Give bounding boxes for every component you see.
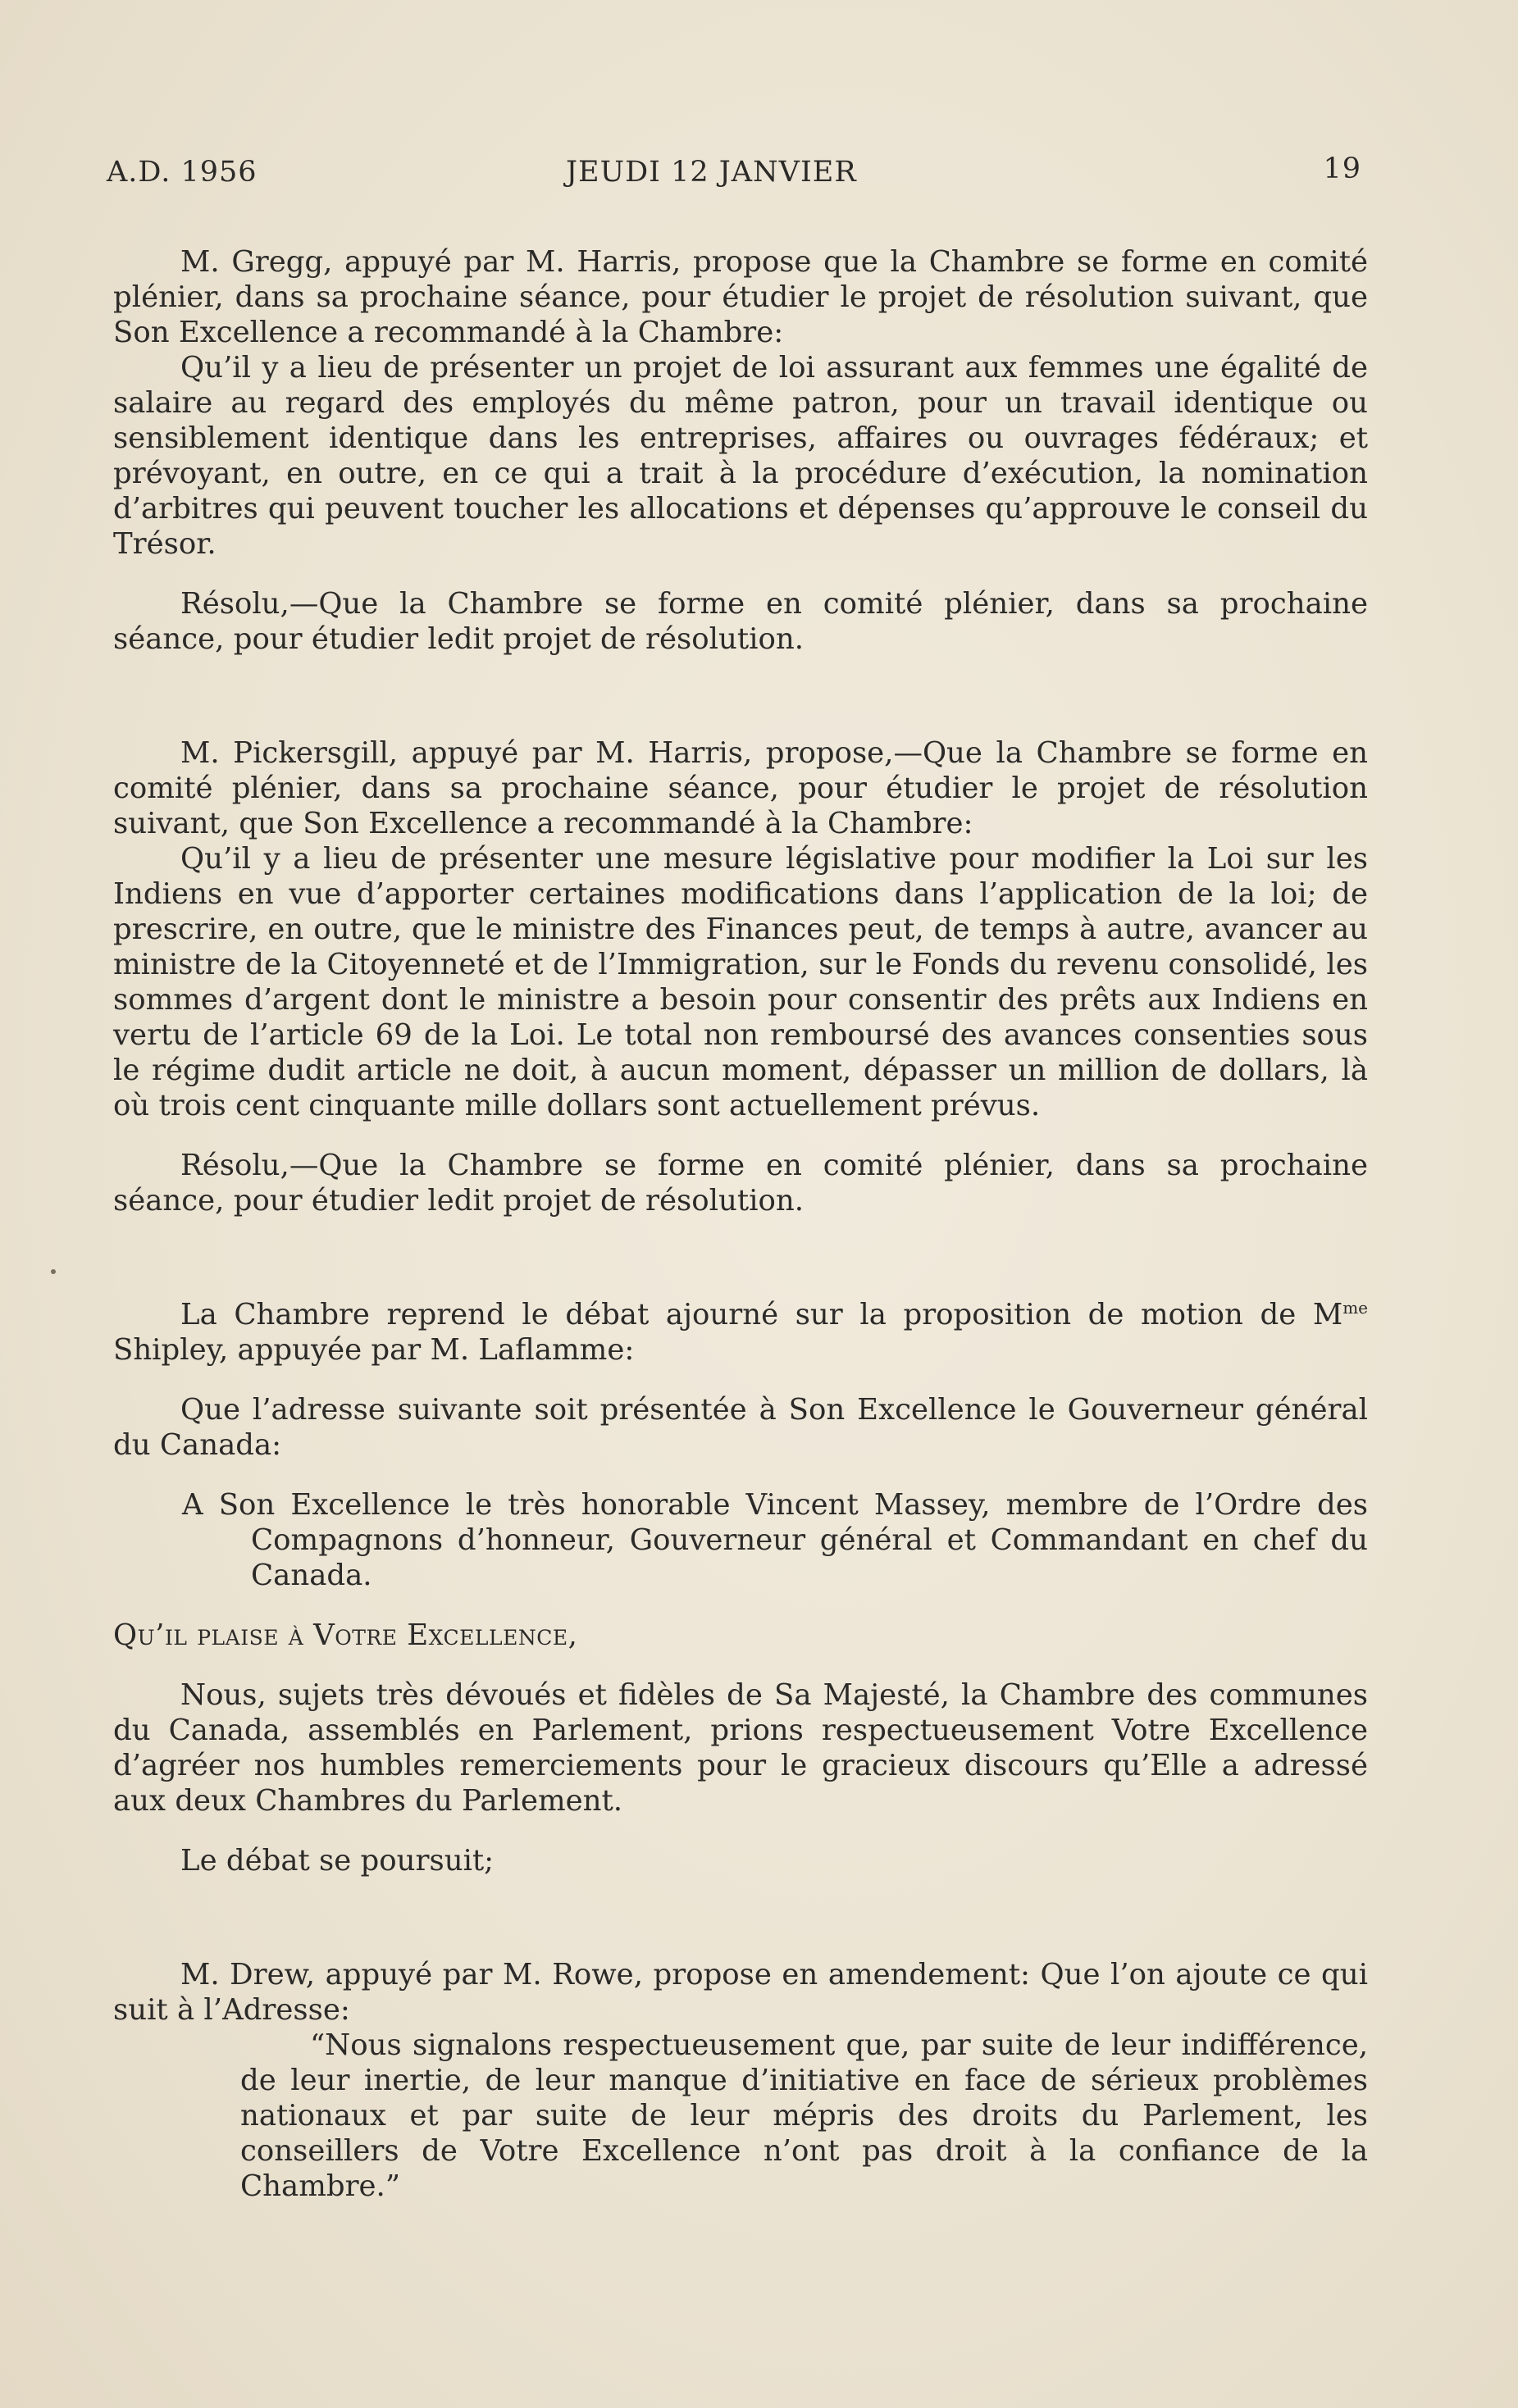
paragraph-drew-amendment: M. Drew, appuyé par M. Rowe, propose en amendement: Que l’on ajoute ce qui suit à l’Adresse: [113,1958,1368,2027]
paragraph-resolu-1: Résolu,—Que la Chambre se forme en comité plénier, dans sa prochaine séance, pour étudier ledit projet de résolution. [113,587,1368,656]
paragraph-equal-pay-resolution: Qu’il y a lieu de présenter un projet de loi assurant aux femmes une égalité de salaire au regard des employés du même patron, pour un travail identique ou sensiblement identique dans les entreprises, affaires ou ouvrages fédéraux; et prévoyant, en outre, en ce qui a trait à la procédure d’exécution, la nomination d’arbitres qui peuvent toucher les allocations et dépenses qu’approuve le conseil du Trésor. [113,351,1368,561]
paragraph-address-to: A Son Excellence le très honorable Vincent Massey, membre de l’Ordre des Compagnons d’honneur, Gouverneur général et Commandant en chef du Canada. [182,1488,1368,1592]
superscript-me: me [1342,1298,1368,1318]
debate-resumed-text: La Chambre reprend le débat ajourné sur la proposition de motion de M [180,1298,1343,1331]
paragraph-pickersgill-motion: M. Pickersgill, appuyé par M. Harris, propose,—Que la Chambre se forme en comité plénier, dans sa prochaine séance, pour étudier le projet de résolution suivant, que Son Excellence a recommandé à la Chambre: [113,736,1368,840]
paragraph-address-intro: Que l’adresse suivante soit présentée à Son Excellence le Gouverneur général du Canada: [113,1393,1368,1462]
paragraph-amendment-quote: “Nous signalons respectueusement que, par suite de leur indifférence, de leur inertie, de leur manque d’initiative en face de sérieux problèmes nationaux et par suite de leur mépris des droits du Parlement, les conseillers de Votre Excellence n’ont pas droit à la confiance de la Chambre.” [240,2028,1368,2203]
paragraph-indian-act-resolution: Qu’il y a lieu de présenter une mesure législative pour modifier la Loi sur les Indiens en vue d’apporter certaines modifications dans l’application de la loi; de prescrire, en outre, que le ministre des Finances peut, de temps à autre, avancer au ministre de la Citoyenneté et de l’Immigration, sur le Fonds du revenu consolidé, les sommes d’argent dont le ministre a besoin pour consentir des prêts aux Indiens en vertu de l’article 69 de la Loi. Le total non remboursé des avances consenties sous le régime dudit article ne doit, à aucun moment, dépasser un million de dollars, là où trois cent cinquante mille dollars sont actuellement prévus. [113,842,1368,1122]
header-date: JEUDI 12 JANVIER [566,156,857,189]
header-year: A.D. 1956 [107,156,258,189]
page-body [113,244,1368,2204]
paragraph-salutation: Qu’il plaise à Votre Excellence, [113,1618,578,1652]
paragraph-resolu-2: Résolu,—Que la Chambre se forme en comité plénier, dans sa prochaine séance, pour étudier ledit projet de résolution. [113,1149,1368,1218]
running-header [107,152,1361,205]
paragraph-gregg-motion: M. Gregg, appuyé par M. Harris, propose que la Chambre se forme en comité plénier, dans sa prochaine séance, pour étudier le projet de résolution suivant, que Son Excellence a recommandé à la Chambre: [113,245,1368,349]
paragraph-address-body: Nous, sujets très dévoués et fidèles de Sa Majesté, la Chambre des communes du Canada, assemblés en Parlement, prions respectueusement Votre Excellence d’agréer nos humbles remerciements pour le gracieux discours qu’Elle a adressé aux deux Chambres du Parlement. [113,1678,1368,1818]
margin-dot [51,1269,56,1274]
paragraph-debate-continues: Le débat se poursuit; [180,1844,495,1878]
page-number: 19 [1323,152,1361,185]
paragraph-debate-resumed [113,1297,1368,1368]
debate-resumed-text-end: Shipley, appuyée par M. Laflamme: [113,1333,635,1367]
